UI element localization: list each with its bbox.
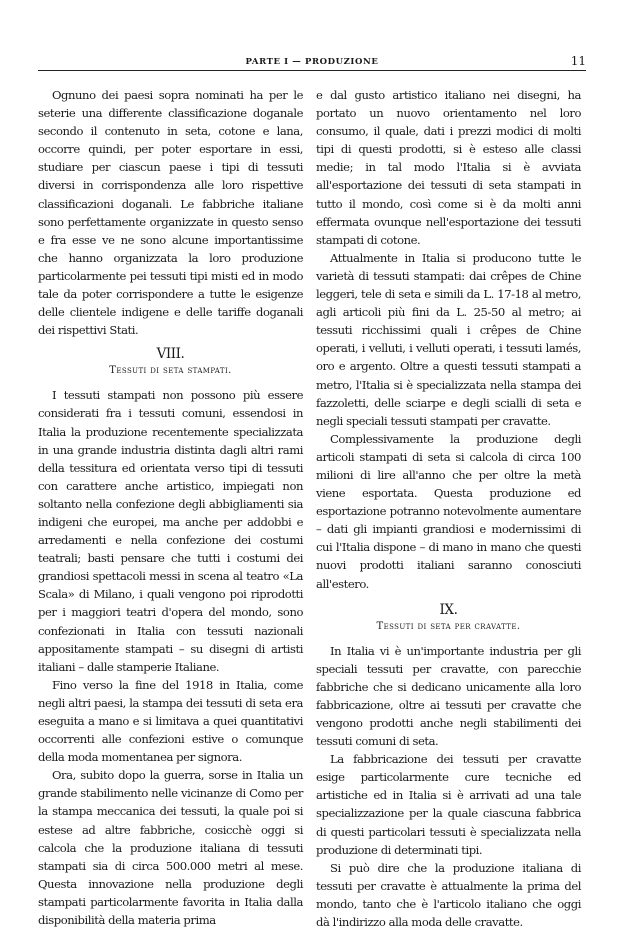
running-title: PARTE I — PRODUZIONE [245,57,379,67]
paragraph: Ora, subito dopo la guerra, sorse in Italia un grande stabilimento nelle vicinanze di Como per la stampa meccanica dei tessuti, la quale poi si estese ad altre fabbriche, cosicchè oggi si calcola che la produzione italiana di tessuti stampati sia di circa 500.000 metri al mese. Questa innovazione nella produzione degli stampati particolarmente favorita in Italia dalla disponibilità della materia prima [38,768,303,928]
paragraph: Si può dire che la produzione italiana di tessuti per cravatte è attualmente la prima del mondo, tanto che è l'articolo italiano che oggi dà l'indirizzo alla moda delle cravatte. [316,860,581,930]
page-number: 11 [570,54,586,68]
section-number: VIII. [156,346,185,363]
section-number: IX. [439,601,458,618]
page-header [38,54,586,70]
right-column [316,86,581,931]
header-rule [38,70,586,71]
section-title: Tessuti di seta stampati. [109,365,232,377]
paragraph: e dal gusto artistico italiano nei disegni, ha portato un nuovo orientamento nel loro consumo, il quale, dati i prezzi modici di molti tipi di questi prodotti, si è esteso alle classi medie; in tal modo l'Italia si è avviata all'esportazione dei tessuti di seta stampati in tutto il mondo, così come si è da molti anni effermata ovunque nell'esportazione dei tessuti stampati di cotone. [316,88,581,247]
paragraph: Complessivamente la produzione degli articoli stampati di seta si calcola di circa 100 milioni di lire all'anno che per oltre la metà viene esportata. Questa produzione ed esportazione potranno notevolmente aumentare – dati gli impianti grandiosi e modernissimi di cui l'Italia dispone – di mano in mano che questi nuovi prodotti italiani saranno conosciuti all'estero. [316,431,581,591]
paragraph: La fabbricazione dei tessuti per cravatte esige particolarmente cure tecniche ed artistiche ed in Italia si è arrivati ad una tale specializzazione per la quale ciascuna fabbrica di questi particolari tessuti è specializzata nella produzione di determinati tipi. [316,752,581,857]
paragraph: In Italia vi è un'importante industria per gli speciali tessuti per cravatte, con parecchie fabbriche che si dedicano unicamente alla loro fabbricazione, oltre ai tessuti per cravatte che vengono prodotti anche negli stabilimenti dei tessuti comuni di seta. [316,643,581,749]
section-title: Tessuti di seta per cravatte. [376,620,521,632]
paragraph: I tessuti stampati non possono più essere considerati fra i tessuti comuni, essendosi in Italia la produzione recentemente specializzata in una grande industria distinta dagli altri rami della tessitura ed orientata verso tipi di tessuti con carattere anche artistico, impiegati non soltanto nella confezione degli abbigliamenti sia indigeni che europei, ma anche per addobbi e arredamenti e nella confezione dei costumi teatrali; basti pensare che tutti i costumi dei grandiosi spettacoli messi in scena al teatro «La Scala» di Milano, i quali vengono poi riprodotti per i maggiori teatri d'opera del mondo, sono confezionati in Italia con tessuti nazionali appositamente stampati – su disegni di artisti italiani – dalle stamperie Italiane. [38,388,303,674]
paragraph: Ognuno dei paesi sopra nominati ha per le seterie una differente classificazione doganale secondo il contenuto in seta, cotone e lana, occorre quindi, per poter esportare in essi, studiare per ciascun paese i tipi di tessuti diversi in corrispondenza alle loro rispettive classificazioni doganali. Le fabbriche italiane sono perfettamente organizzate in questo senso e fra esse ve ne sono alcune importantissime che hanno organizzata la loro produzione particolarmente pei tessuti tipi misti ed in modo tale da poter corrispondere a tutte le esigenze delle clientele indigene e delle tariffe doganali dei rispettivi Stati. [38,88,303,338]
left-column [38,86,303,929]
paragraph: Fino verso la fine del 1918 in Italia, come negli altri paesi, la stampa dei tessuti di seta era eseguita a mano e si limitava a quei quantitativi occorrenti alle confezioni estive o comunque della moda momentanea per signora. [38,677,303,765]
paragraph: Attualmente in Italia si producono tutte le varietà di tessuti stampati: dai crêpes de Chine leggeri, tele di seta e simili da L. 17-18 al metro, agli articoli più fini da L. 25-50 al metro; ai tessuti ricchissimi quali i crêpes de Chine operati, i velluti, i velluti operati, i tessuti lamés, oro e argento. Oltre a questi tessuti stampati a metro, l'Italia si è specializzata nella stampa dei fazzoletti, delle sciarpe e degli scialli di seta e negli speciali tessuti stampati per cravatte. [316,250,581,428]
